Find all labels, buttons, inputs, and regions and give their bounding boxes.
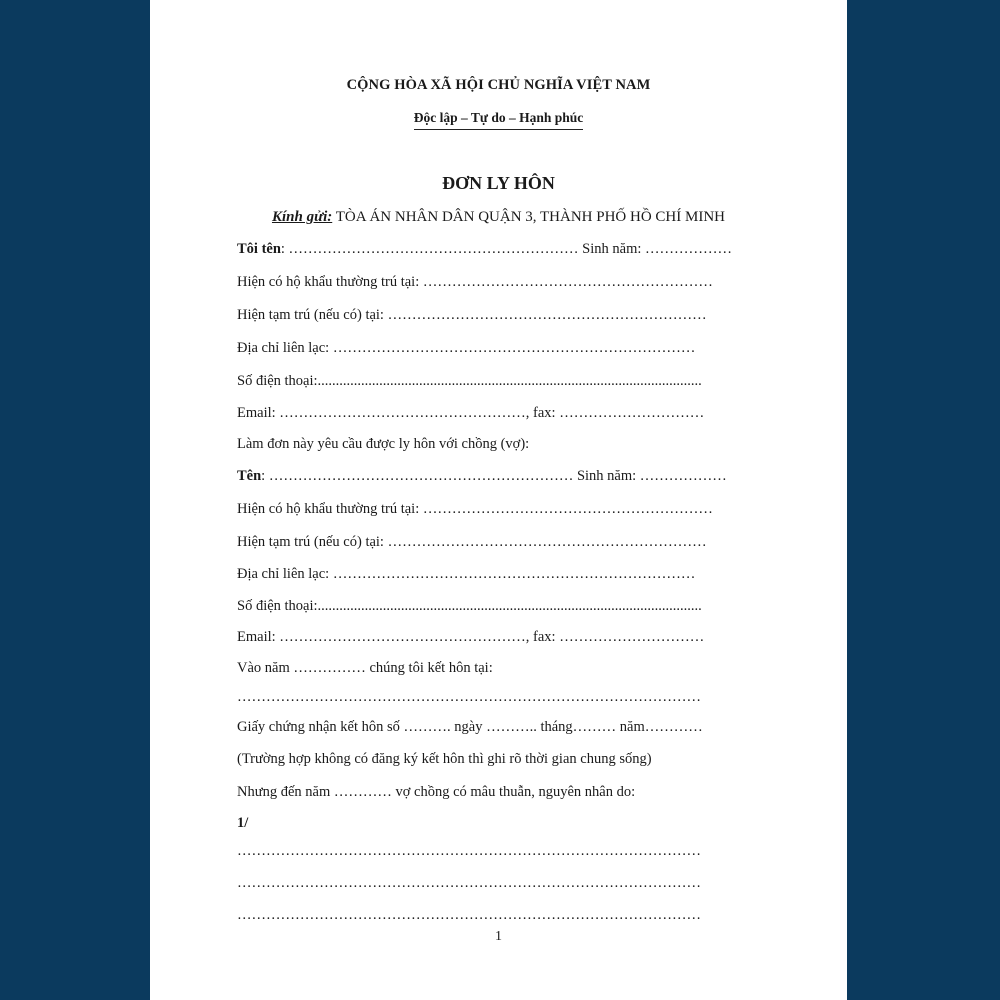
reason-line: …………………………………………………………………………………… — [237, 875, 701, 891]
applicant-name-label: Tôi tên — [237, 241, 281, 257]
country-heading: CỘNG HÒA XÃ HỘI CHỦ NGHĨA VIỆT NAM — [346, 77, 651, 93]
applicant-temporary-residence: Hiện tạm trú (nếu có) tại: ………………………………………………………… — [237, 307, 707, 323]
spouse-name-label: Tên — [237, 468, 262, 484]
reason-line: …………………………………………………………………………………… — [237, 843, 701, 859]
applicant-permanent-residence: Hiện có hộ khẩu thường trú tại: …………………………………………………… — [237, 274, 713, 290]
spouse-name-field: : ……………………………………………………… Sinh năm: ……………… — [261, 468, 727, 484]
request-line: Làm đơn này yêu cầu được ly hôn với chồng (vợ): — [237, 436, 530, 452]
recipient-line — [150, 209, 847, 226]
marriage-note: (Trường hợp không có đăng ký kết hôn thì ghi rõ thời gian chung sống) — [237, 751, 652, 767]
applicant-phone: Số điện thoại:.......................................................................................................... — [237, 373, 702, 389]
document-page — [150, 0, 847, 1000]
spouse-temporary-residence: Hiện tạm trú (nếu có) tại: ………………………………………………………… — [237, 534, 707, 550]
applicant-name-line — [237, 241, 732, 258]
spouse-email: Email: ……………………………………………, fax: ………………………… — [237, 629, 705, 645]
recipient-label: Kính gửi: — [271, 209, 333, 225]
recipient-value: TÒA ÁN NHÂN DÂN QUẬN 3, THÀNH PHỐ HỒ CHÍ MINH — [332, 209, 726, 225]
reason-label: 1/ — [237, 815, 249, 831]
applicant-name-field: : …………………………………………………… Sinh năm: ……………… — [280, 241, 733, 257]
page-number: 1 — [495, 929, 502, 944]
motto — [150, 110, 847, 130]
motto-text: Độc lập – Tự do – Hạnh phúc — [414, 110, 584, 130]
marriage-certificate-line: Giấy chứng nhận kết hôn số ………. ngày ……….. tháng……… năm………… — [237, 719, 703, 735]
marriage-year-line: Vào năm …………… chúng tôi kết hôn tại: — [237, 660, 493, 676]
conflict-line: Nhưng đến năm ………… vợ chồng có mâu thuẫn, nguyên nhân do: — [237, 784, 636, 800]
applicant-contact-address: Địa chỉ liên lạc: ………………………………………………………………… — [237, 340, 696, 356]
spouse-permanent-residence: Hiện có hộ khẩu thường trú tại: …………………………………………………… — [237, 501, 713, 517]
spouse-name-line — [237, 468, 727, 485]
document-title: ĐƠN LY HÔN — [442, 173, 555, 193]
applicant-email: Email: ……………………………………………, fax: ………………………… — [237, 405, 705, 421]
spouse-contact-address: Địa chỉ liên lạc: ………………………………………………………………… — [237, 566, 696, 582]
marriage-place-line: …………………………………………………………………………………… — [237, 689, 701, 705]
spouse-phone: Số điện thoại:.......................................................................................................... — [237, 598, 702, 614]
reason-line: …………………………………………………………………………………… — [237, 907, 701, 923]
